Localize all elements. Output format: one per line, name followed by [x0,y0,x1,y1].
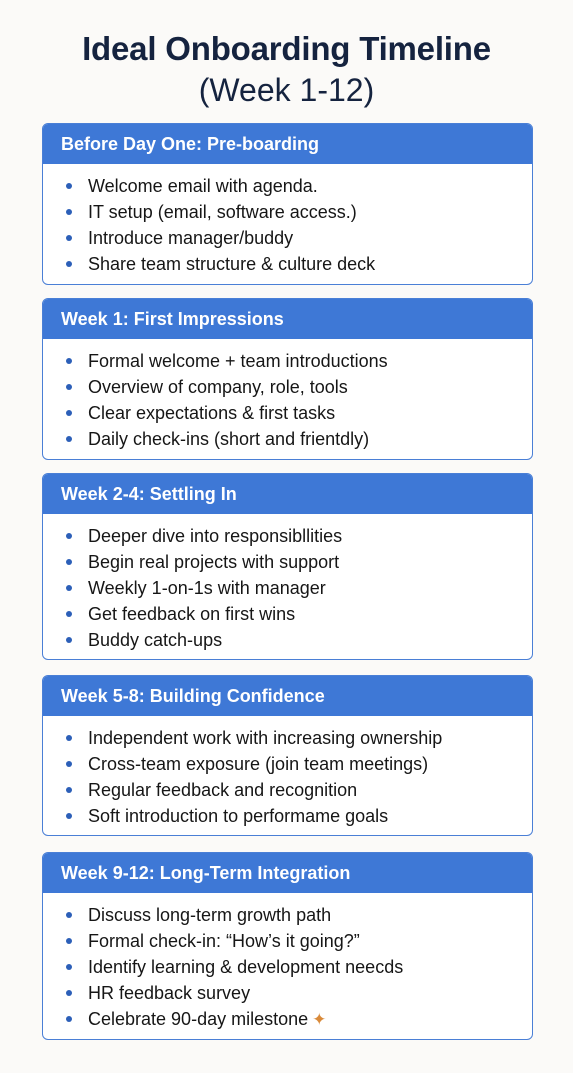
list-item-text: Overview of company, role, tools [88,377,348,397]
list-item [43,426,532,452]
bullet-icon [66,235,72,241]
list-item-text: Weekly 1-on-1s with manager [88,578,326,598]
section-card-week-5-8 [42,675,533,836]
bullet-icon [66,410,72,416]
section-list [43,164,532,277]
bullet-icon [66,761,72,767]
list-item-text: Clear expectations & first tasks [88,403,336,423]
section-card-week-9-12 [42,852,533,1040]
section-card-pre-boarding [42,123,533,285]
list-item [43,980,532,1006]
list-item [43,348,532,374]
party-popper-icon: ✦ [312,1010,327,1029]
list-item [43,400,532,426]
list-item-text: Cross-team exposure (join team meetings) [88,754,429,774]
list-item [43,725,532,751]
list-item-text: Buddy catch-ups [88,630,223,650]
list-item-text: Welcome email with agenda. [88,176,318,196]
list-item-text: Soft introduction to performame goals [88,806,389,826]
list-item [43,173,532,199]
bullet-icon [66,813,72,819]
list-item [43,954,532,980]
list-item [43,601,532,627]
list-item-text: Deeper dive into responsibllities [88,526,343,546]
bullet-icon [66,436,72,442]
list-item [43,251,532,277]
bullet-icon [66,938,72,944]
list-item-text: IT setup (email, software access.) [88,202,357,222]
bullet-icon [66,912,72,918]
list-item-text: Formal welcome + team introductions [88,351,388,371]
list-item-text: Formal check-in: “How’s it going?” [88,931,360,951]
list-item [43,1006,532,1032]
list-item [43,374,532,400]
list-item [43,549,532,575]
list-item [43,575,532,601]
list-item [43,627,532,653]
section-header: Week 5-8: Building Confidence [43,676,532,716]
section-list [43,339,532,452]
bullet-icon [66,637,72,643]
section-list [43,514,532,653]
section-header: Week 2-4: Settling In [43,474,532,514]
bullet-icon [66,735,72,741]
list-item [43,777,532,803]
bullet-icon [66,559,72,565]
bullet-icon [66,1016,72,1022]
section-header: Before Day One: Pre-boarding [43,124,532,164]
list-item [43,902,532,928]
list-item-text: Begin real projects with support [88,552,340,572]
bullet-icon [66,209,72,215]
list-item [43,199,532,225]
list-item [43,523,532,549]
bullet-icon [66,787,72,793]
page-title: Ideal Onboarding Timeline [82,30,491,67]
bullet-icon [66,990,72,996]
bullet-icon [66,611,72,617]
bullet-icon [66,533,72,539]
list-item [43,225,532,251]
bullet-icon [66,585,72,591]
section-card-week-2-4 [42,473,533,660]
list-item-text: Celebrate 90-day milestone [88,1009,309,1029]
list-item [43,928,532,954]
bullet-icon [66,183,72,189]
section-list [43,893,532,1032]
list-item-text: Regular feedback and recognition [88,780,358,800]
list-item-text: Share team structure & culture deck [88,254,376,274]
list-item-text: HR feedback survey [88,983,251,1003]
section-header: Week 1: First Impressions [43,299,532,339]
list-item-text: Discuss long-term growth path [88,905,332,925]
section-header: Week 9-12: Long-Term Integration [43,853,532,893]
section-list [43,716,532,829]
list-item [43,803,532,829]
bullet-icon [66,261,72,267]
bullet-icon [66,384,72,390]
page-subtitle: (Week 1-12) [198,72,375,108]
list-item-text: Independent work with increasing ownership [88,728,443,748]
list-item-text: Introduce manager/buddy [88,228,294,248]
section-card-week-1 [42,298,533,460]
bullet-icon [66,358,72,364]
list-item-text: Daily check-ins (short and frientdly) [88,429,370,449]
bullet-icon [66,964,72,970]
list-item [43,751,532,777]
list-item-text: Get feedback on first wins [88,604,296,624]
list-item-text: Identify learning & development neecds [88,957,404,977]
